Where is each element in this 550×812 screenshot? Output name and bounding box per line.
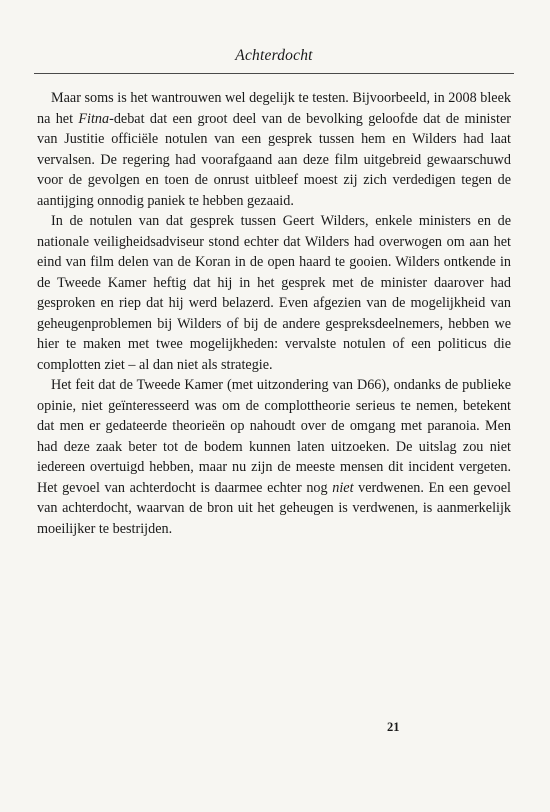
paragraph-1-italic: Fitna	[78, 110, 110, 127]
paragraph-3	[37, 375, 511, 539]
page-number: 21	[387, 720, 400, 734]
body-text	[37, 88, 511, 539]
paragraph-3-italic: niet	[332, 479, 354, 496]
paragraph-1-part-2: -debat dat een groot deel van de bevolking geloofde dat de minister van Justitie officiële notulen van een gesprek tussen hem en Wilders had laat vervalsen. De regering had voorafgaand aan deze film uitgebreid gewaarschuwd voor de gevolgen en toen de onrust uitbleef moest zij zich verdedigen tegen de aantijging onnodig paniek te hebben gezaaid.	[37, 110, 511, 209]
paragraph-1-part-1: Maar soms is het wantrouwen wel degelijk te testen. Bijvoorbeeld, in 2008 bleek na het	[37, 90, 511, 127]
paragraph-1	[37, 88, 511, 211]
paragraph-3-part-2: verdwenen. En een gevoel van achterdocht, waarvan de bron uit het geheugen is verdwenen, is aanmerkelijk moeilijker te bestrijden.	[37, 479, 511, 537]
header-rule	[34, 73, 514, 74]
running-head: Achterdocht	[235, 47, 313, 64]
paragraph-2: In de notulen van dat gesprek tussen Geert Wilders, enkele ministers en de nationale veiligheidsadviseur stond echter dat Wilders had overwogen om aan het eind van film delen van de Koran in de open haard te gooien. Wilders ontkende in de Tweede Kamer heftig dat hij in het gesprek met de minister daarover had gesproken en riep dat hij werd belazerd. Even afgezien van de mogelijkheid van geheugenproblemen bij Wilders of bij de andere gespreksdeelnemers, hebben we hier te maken met twee mogelijkheden: vervalste notulen of een politicus die complotten ziet – al dan niet als strategie.	[37, 213, 511, 373]
paragraph-3-part-1: Het feit dat de Tweede Kamer (met uitzondering van D66), ondanks de publieke opinie, niet geïnteresseerd was om de complottheorie serieus te nemen, betekent dat men er gedateerde theorieën op nahoudt over de omgang met paranoia. Men had deze zaak beter tot de bodem kunnen laten uitzoeken. De uitslag zou niet iedereen overtuigd hebben, maar nu zijn de meeste mensen dit incident vergeten. Het gevoel van achterdocht is daarmee echter nog	[37, 377, 511, 496]
